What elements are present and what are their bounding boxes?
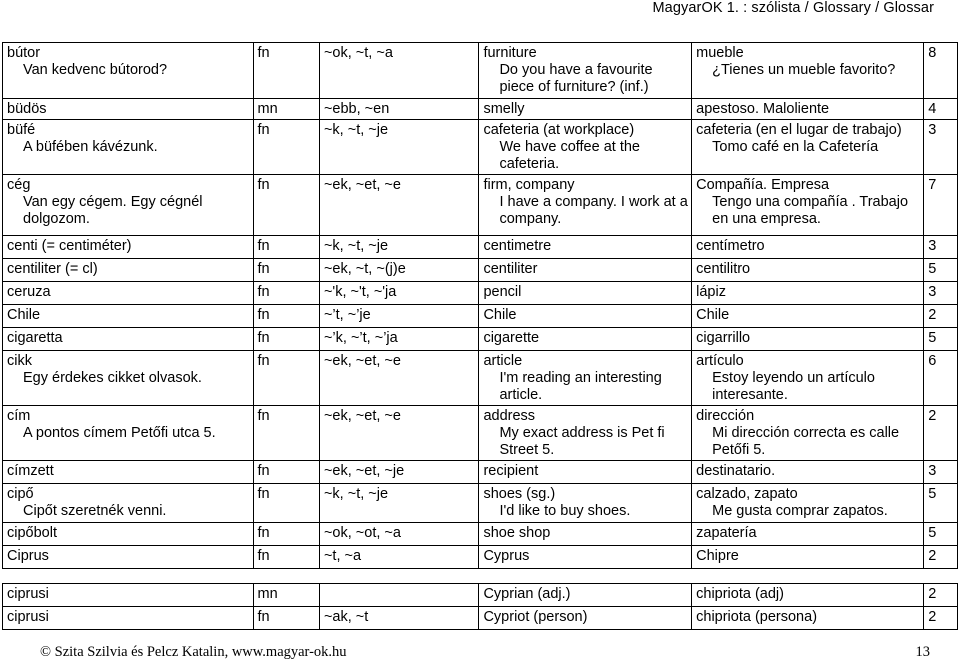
table-row — [3, 99, 958, 120]
es-text: cafeteria (en el lugar de trabajo) — [696, 122, 902, 138]
table-row — [3, 523, 958, 546]
en-cell — [479, 120, 692, 175]
suffix-text: ~ebb, ~en — [323, 101, 390, 117]
hu-cell — [3, 484, 254, 523]
es-text: Chile — [696, 307, 730, 323]
chapter-cell — [924, 584, 958, 607]
hu-example: A büfében kávézunk. — [23, 139, 158, 155]
hu-cell — [3, 175, 254, 236]
chapter-cell — [924, 484, 958, 523]
suffix-cell — [319, 406, 479, 461]
chapter-text: 3 — [928, 284, 937, 300]
pos-cell — [253, 282, 319, 305]
suffix-text: ~ek, ~t, ~(j)e — [323, 261, 406, 277]
pos-cell — [253, 546, 319, 569]
chapter-cell — [924, 546, 958, 569]
es-cell — [692, 259, 924, 282]
hu-cell — [3, 546, 254, 569]
suffix-text: ~'k, ~'t, ~'ja — [323, 284, 397, 300]
hu-text: ceruza — [7, 284, 51, 300]
suffix-text: ~t, ~a — [323, 548, 362, 564]
chapter-text: 5 — [928, 486, 937, 502]
table-row — [3, 236, 958, 259]
en-cell — [479, 236, 692, 259]
page-number: 13 — [915, 644, 930, 660]
footer-copyright: © Szita Szilvia és Pelcz Katalin, www.magyar-ok.hu — [40, 644, 347, 660]
pos-text: mn — [257, 101, 278, 117]
en-text: article — [483, 353, 523, 369]
chapter-cell — [924, 43, 958, 99]
en-cell — [479, 259, 692, 282]
hu-cell — [3, 259, 254, 282]
chapter-cell — [924, 120, 958, 175]
en-text: shoe shop — [483, 525, 551, 541]
hu-text: ciprusi — [7, 609, 49, 625]
table-row — [3, 328, 958, 351]
table-row — [3, 484, 958, 523]
chapter-cell — [924, 259, 958, 282]
es-cell — [692, 607, 924, 630]
pos-text: fn — [257, 284, 270, 300]
es-text: artículo — [696, 353, 744, 369]
chapter-cell — [924, 236, 958, 259]
es-text: centímetro — [696, 238, 765, 254]
es-text: dirección — [696, 408, 755, 424]
es-text: centilitro — [696, 261, 751, 277]
pos-text: fn — [257, 408, 270, 424]
en-cell — [479, 607, 692, 630]
hu-cell — [3, 607, 254, 630]
en-text: cigarette — [483, 330, 540, 346]
suffix-cell — [319, 584, 479, 607]
en-cell — [479, 282, 692, 305]
hu-cell — [3, 120, 254, 175]
hu-text: cím — [7, 408, 31, 424]
suffix-text: ~k, ~t, ~je — [323, 122, 389, 138]
pos-text: fn — [257, 353, 270, 369]
pos-cell — [253, 328, 319, 351]
es-text: chipriota (persona) — [696, 609, 818, 625]
en-text: centiliter — [483, 261, 538, 277]
pos-text: fn — [257, 463, 270, 479]
hu-text: Chile — [7, 307, 41, 323]
es-cell — [692, 484, 924, 523]
en-cell — [479, 523, 692, 546]
hu-cell — [3, 351, 254, 406]
es-cell — [692, 461, 924, 484]
es-text: apestoso. Maloliente — [696, 101, 830, 117]
hu-text: cigaretta — [7, 330, 63, 346]
hu-cell — [3, 236, 254, 259]
hu-example: Van kedvenc bútorod? — [23, 62, 168, 78]
pos-text: fn — [257, 307, 270, 323]
hu-cell — [3, 461, 254, 484]
chapter-text: 3 — [928, 122, 937, 138]
es-cell — [692, 406, 924, 461]
pos-cell — [253, 406, 319, 461]
en-cell — [479, 99, 692, 120]
es-text: mueble — [696, 45, 744, 61]
hu-example: Egy érdekes cikket olvasok. — [23, 370, 202, 386]
hu-text: büfé — [7, 122, 36, 138]
chapter-text: 5 — [928, 330, 937, 346]
es-example: Mi dirección correcta es calle Petőfi 5. — [712, 425, 900, 458]
hu-text: centi (= centiméter) — [7, 238, 132, 254]
en-cell — [479, 461, 692, 484]
es-cell — [692, 328, 924, 351]
hu-text: címzett — [7, 463, 54, 479]
chapter-cell — [924, 282, 958, 305]
en-text: Cyprian (adj.) — [483, 586, 571, 602]
en-cell — [479, 546, 692, 569]
es-text: destinatario. — [696, 463, 776, 479]
suffix-text: ~ok, ~ot, ~a — [323, 525, 401, 541]
suffix-text: ~ek, ~et, ~e — [323, 408, 401, 424]
es-cell — [692, 99, 924, 120]
en-example: My exact address is Pet fi Street 5. — [499, 425, 665, 458]
pos-cell — [253, 99, 319, 120]
suffix-text: ~ek, ~et, ~e — [323, 177, 401, 193]
suffix-cell — [319, 99, 479, 120]
en-cell — [479, 175, 692, 236]
es-example: ¿Tienes un mueble favorito? — [712, 62, 896, 78]
hu-cell — [3, 523, 254, 546]
chapter-text: 2 — [928, 586, 937, 602]
en-text: smelly — [483, 101, 525, 117]
pos-text: mn — [257, 586, 278, 602]
pos-cell — [253, 607, 319, 630]
en-text: recipient — [483, 463, 539, 479]
table-row — [3, 259, 958, 282]
hu-text: Ciprus — [7, 548, 49, 564]
hu-cell — [3, 328, 254, 351]
suffix-cell — [319, 120, 479, 175]
pos-cell — [253, 305, 319, 328]
hu-cell — [3, 584, 254, 607]
pos-text: fn — [257, 330, 270, 346]
suffix-cell — [319, 546, 479, 569]
en-example: I'm reading an interesting article. — [499, 370, 662, 403]
es-text: Compañía. Empresa — [696, 177, 830, 193]
pos-text: fn — [257, 525, 270, 541]
suffix-text: ~ak, ~t — [323, 609, 369, 625]
table-row — [3, 305, 958, 328]
suffix-cell — [319, 484, 479, 523]
table-row — [3, 584, 958, 607]
pos-text: fn — [257, 609, 270, 625]
es-text: Chipre — [696, 548, 739, 564]
en-cell — [479, 328, 692, 351]
en-text: address — [483, 408, 536, 424]
hu-example: A pontos címem Petőfi utca 5. — [23, 425, 216, 441]
hu-text: bútor — [7, 45, 41, 61]
hu-text: cég — [7, 177, 31, 193]
chapter-text: 8 — [928, 45, 937, 61]
suffix-cell — [319, 282, 479, 305]
hu-text: cikk — [7, 353, 32, 369]
en-example: We have coffee at the cafeteria. — [499, 139, 640, 172]
hu-text: ciprusi — [7, 586, 49, 602]
suffix-text: ~’k, ~’t, ~’ja — [323, 330, 398, 346]
chapter-text: 3 — [928, 463, 937, 479]
es-text: chipriota (adj) — [696, 586, 784, 602]
en-cell — [479, 351, 692, 406]
suffix-cell — [319, 351, 479, 406]
pos-text: fn — [257, 45, 270, 61]
hu-cell — [3, 43, 254, 99]
suffix-cell — [319, 328, 479, 351]
pos-cell — [253, 523, 319, 546]
en-cell — [479, 484, 692, 523]
table-row — [3, 607, 958, 630]
hu-cell — [3, 282, 254, 305]
en-text: Cyprus — [483, 548, 530, 564]
chapter-cell — [924, 305, 958, 328]
en-text: Chile — [483, 307, 517, 323]
chapter-text: 3 — [928, 238, 937, 254]
en-example: I have a company. I work at a company. — [499, 194, 688, 227]
en-text: centimetre — [483, 238, 552, 254]
es-cell — [692, 282, 924, 305]
pos-cell — [253, 43, 319, 99]
chapter-text: 6 — [928, 353, 937, 369]
suffix-cell — [319, 305, 479, 328]
table-row — [3, 43, 958, 99]
es-cell — [692, 236, 924, 259]
chapter-cell — [924, 406, 958, 461]
es-example: Tomo café en la Cafetería — [712, 139, 879, 155]
chapter-cell — [924, 607, 958, 630]
pos-text: fn — [257, 177, 270, 193]
pos-text: fn — [257, 548, 270, 564]
es-text: zapatería — [696, 525, 757, 541]
en-example: I'd like to buy shoes. — [499, 503, 631, 519]
chapter-cell — [924, 351, 958, 406]
suffix-cell — [319, 461, 479, 484]
es-cell — [692, 43, 924, 99]
pos-text: fn — [257, 238, 270, 254]
en-cell — [479, 584, 692, 607]
table-row — [3, 282, 958, 305]
hu-cell — [3, 99, 254, 120]
es-cell — [692, 351, 924, 406]
suffix-text: ~’t, ~’je — [323, 307, 371, 323]
hu-text: centiliter (= cl) — [7, 261, 98, 277]
table-row — [3, 461, 958, 484]
table-row — [3, 351, 958, 406]
en-text: furniture — [483, 45, 537, 61]
table-row — [3, 406, 958, 461]
chapter-text: 2 — [928, 548, 937, 564]
pos-text: fn — [257, 122, 270, 138]
es-cell — [692, 120, 924, 175]
page-header: MagyarOK 1. : szólista / Glossary / Glossar — [652, 0, 934, 16]
hu-text: cipő — [7, 486, 34, 502]
pos-text: fn — [257, 486, 270, 502]
en-text: firm, company — [483, 177, 575, 193]
es-text: lápiz — [696, 284, 726, 300]
chapter-text: 2 — [928, 609, 937, 625]
suffix-text: ~ok, ~t, ~a — [323, 45, 393, 61]
pos-cell — [253, 351, 319, 406]
chapter-cell — [924, 175, 958, 236]
suffix-cell — [319, 236, 479, 259]
en-text: cafeteria (at workplace) — [483, 122, 635, 138]
pos-cell — [253, 461, 319, 484]
es-cell — [692, 523, 924, 546]
row-spacer — [3, 569, 958, 584]
pos-cell — [253, 484, 319, 523]
hu-text: büdös — [7, 101, 47, 117]
en-cell — [479, 406, 692, 461]
chapter-cell — [924, 461, 958, 484]
chapter-text: 7 — [928, 177, 937, 193]
es-example: Estoy leyendo un artículo interesante. — [712, 370, 875, 403]
glossary-table — [2, 42, 958, 630]
es-cell — [692, 546, 924, 569]
es-text: calzado, zapato — [696, 486, 798, 502]
es-cell — [692, 175, 924, 236]
suffix-cell — [319, 43, 479, 99]
suffix-cell — [319, 259, 479, 282]
en-text: shoes (sg.) — [483, 486, 556, 502]
pos-cell — [253, 259, 319, 282]
suffix-cell — [319, 175, 479, 236]
en-text: pencil — [483, 284, 522, 300]
pos-text: fn — [257, 261, 270, 277]
pos-cell — [253, 584, 319, 607]
chapter-cell — [924, 523, 958, 546]
es-cell — [692, 584, 924, 607]
hu-example: Cipőt szeretnék venni. — [23, 503, 167, 519]
hu-cell — [3, 406, 254, 461]
chapter-cell — [924, 328, 958, 351]
chapter-text: 5 — [928, 261, 937, 277]
suffix-text: ~k, ~t, ~je — [323, 238, 389, 254]
en-text: Cypriot (person) — [483, 609, 588, 625]
en-cell — [479, 43, 692, 99]
pos-cell — [253, 236, 319, 259]
suffix-text: ~k, ~t, ~je — [323, 486, 389, 502]
hu-example: Van egy cégem. Egy cégnél dolgozom. — [23, 194, 203, 227]
en-cell — [479, 305, 692, 328]
es-cell — [692, 305, 924, 328]
suffix-text: ~ek, ~et, ~je — [323, 463, 405, 479]
es-example: Tengo una compañía . Trabajo en una empresa. — [712, 194, 909, 227]
table-row — [3, 120, 958, 175]
pos-cell — [253, 120, 319, 175]
table-row — [3, 546, 958, 569]
suffix-text: ~ek, ~et, ~e — [323, 353, 401, 369]
hu-text: cipőbolt — [7, 525, 57, 541]
en-example: Do you have a favourite piece of furniture? (inf.) — [499, 62, 653, 95]
es-example: Me gusta comprar zapatos. — [712, 503, 888, 519]
pos-cell — [253, 175, 319, 236]
hu-cell — [3, 305, 254, 328]
chapter-cell — [924, 99, 958, 120]
chapter-text: 5 — [928, 525, 937, 541]
chapter-text: 4 — [928, 101, 937, 117]
chapter-text: 2 — [928, 408, 937, 424]
es-text: cigarrillo — [696, 330, 751, 346]
suffix-cell — [319, 523, 479, 546]
table-row — [3, 175, 958, 236]
suffix-cell — [319, 607, 479, 630]
chapter-text: 2 — [928, 307, 937, 323]
